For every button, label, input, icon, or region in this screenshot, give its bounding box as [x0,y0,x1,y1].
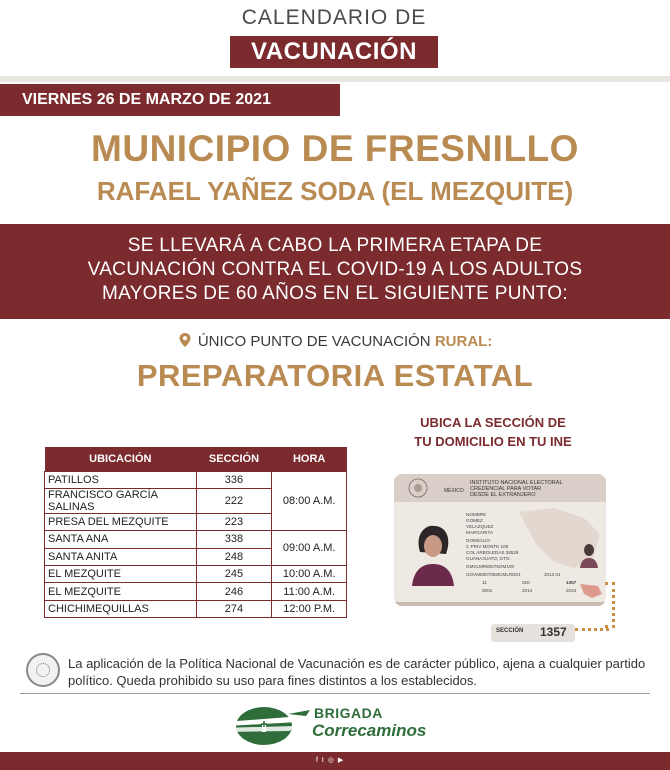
ine-seccion: 1357 [566,580,577,585]
point-label-text: ÚNICO PUNTO DE VACUNACIÓN [197,333,431,350]
ine-coat-of-arms-icon [398,476,438,500]
column-header-section: SECCIÓN [196,447,272,471]
cell-location: CHICHIMEQUILLAS [45,600,197,617]
cell-section: 222 [196,488,272,513]
vaccination-title: VACUNACIÓN [230,36,438,68]
announcement-banner [0,224,670,319]
ine-instructions-line: UBICA LA SECCIÓN DE [420,415,566,430]
legal-notice: La aplicación de la Política Nacional de Vacunación es de carácter público, ajena a cualquier partido político. Queda prohibido su uso para fines distintos a los establecidos. [68,656,646,688]
cell-section: 338 [196,531,272,548]
ine-card [394,474,606,606]
ine-issuer [470,480,563,498]
locality-title: RAFAEL YAÑEZ SODA (EL MEZQUITE) [96,176,574,206]
youtube-icon[interactable]: ▶ [337,757,345,764]
cell-location: SANTA ANITA [45,548,197,565]
cell-location: SANTA ANA [45,531,197,548]
section-callout-value: 1357 [540,625,567,639]
cell-location: EL MEZQUITE [45,566,197,583]
date-bar: VIERNES 26 DE MARZO DE 2021 [0,84,340,116]
vaccination-site-name: PREPARATORIA ESTATAL [136,358,534,393]
cell-time: 08:00 A.M. [272,471,347,531]
table-row [45,531,347,548]
ine-registro: 2013 01 [544,572,561,577]
seal-center [36,663,50,677]
ine-name-line: VELAZQUEZ [466,524,494,529]
cell-time: 10:00 A.M. [272,566,347,583]
cell-section: 274 [196,600,272,617]
cell-time: 12:00 P.M. [272,600,347,617]
ine-address-line: GUANAJUATO, GTO. [466,556,511,561]
divider [20,693,650,694]
vaccination-point-label [0,333,670,350]
schedule-table [44,447,347,618]
table-header-row [45,447,347,471]
location-pin-icon [178,333,192,347]
ine-address-line: C PRIV MONTE 109 [466,544,509,549]
point-type: RURAL: [434,333,493,350]
ine-localidad: 0001 [482,588,493,593]
cell-location: FRANCISCO GARCÍA SALINAS [45,488,197,513]
table-row [45,566,347,583]
cell-time: 11:00 A.M. [272,583,347,600]
brand-line2: Correcaminos [312,721,427,740]
facebook-icon[interactable]: f [316,757,319,764]
ine-name-label: NOMBRE [466,512,487,517]
social-icons [316,756,344,764]
cell-location: PATILLOS [45,471,197,488]
ine-instructions [398,413,588,451]
table-row [45,583,347,600]
ine-card-footer [394,602,606,606]
cell-section: 246 [196,583,272,600]
calendar-title: CALENDARIO DE [241,6,427,29]
ine-estado: 11 [482,580,487,585]
banner-line: MAYORES DE 60 AÑOS EN EL SIGUIENTE PUNTO: [102,283,568,304]
twitter-icon[interactable]: t [321,757,325,764]
ine-name-line: GOMEZ [466,518,483,523]
cell-location: PRESA DEL MEZQUITE [45,513,197,530]
ine-clave: GMVLMR80075OM100 [466,564,515,569]
ine-small-photo-icon [578,540,600,568]
dotted-connector [605,582,615,628]
ine-photo-avatar-icon [406,518,458,586]
dotted-connector [575,628,609,631]
instagram-icon[interactable]: ◎ [327,757,335,764]
government-seal-icon [26,653,60,687]
ine-vigencia: 2024 [566,588,577,593]
ine-hologram-icon [578,582,604,600]
cell-section: 245 [196,566,272,583]
ine-address-line: COL ARBOLEDAS 38526 [466,550,519,555]
brand-line1: BRIGADA [314,705,383,721]
ine-address-label: DOMICILIO [466,538,490,543]
column-header-time: HORA [272,447,347,471]
municipality-title: MUNICIPIO DE FRESNILLO [91,128,579,169]
ine-municipio: 020 [522,580,530,585]
ine-curp: GOVM800705MCMLRD01 [466,572,521,577]
table-row [45,600,347,617]
section-callout-label: SECCIÓN [496,628,524,634]
ine-name-line: MARGARITA [466,530,493,535]
banner-line: SE LLEVARÁ A CABO LA PRIMERA ETAPA DE [127,235,543,256]
ine-country: MÉXICO [444,488,464,494]
cell-time: 09:00 A.M. [272,531,347,566]
ine-issuer-line: DESDE EL EXTRANJERO [470,492,536,498]
banner-line: VACUNACIÓN CONTRA EL COVID-19 A LOS ADULTOS [87,259,583,280]
table-row [45,471,347,488]
ine-instructions-line: TU DOMICILIO EN TU INE [414,434,572,449]
ine-issuer-line: INSTITUTO NACIONAL ELECTORAL [470,480,563,486]
column-header-location: UBICACIÓN [45,447,197,471]
cell-location: EL MEZQUITE [45,583,197,600]
cell-section: 336 [196,471,272,488]
ine-issuer-line: CREDENCIAL PARA VOTAR [470,486,542,492]
top-strip [0,76,670,82]
cell-section: 223 [196,513,272,530]
ine-emision: 2014 [522,588,533,593]
cell-section: 248 [196,548,272,565]
